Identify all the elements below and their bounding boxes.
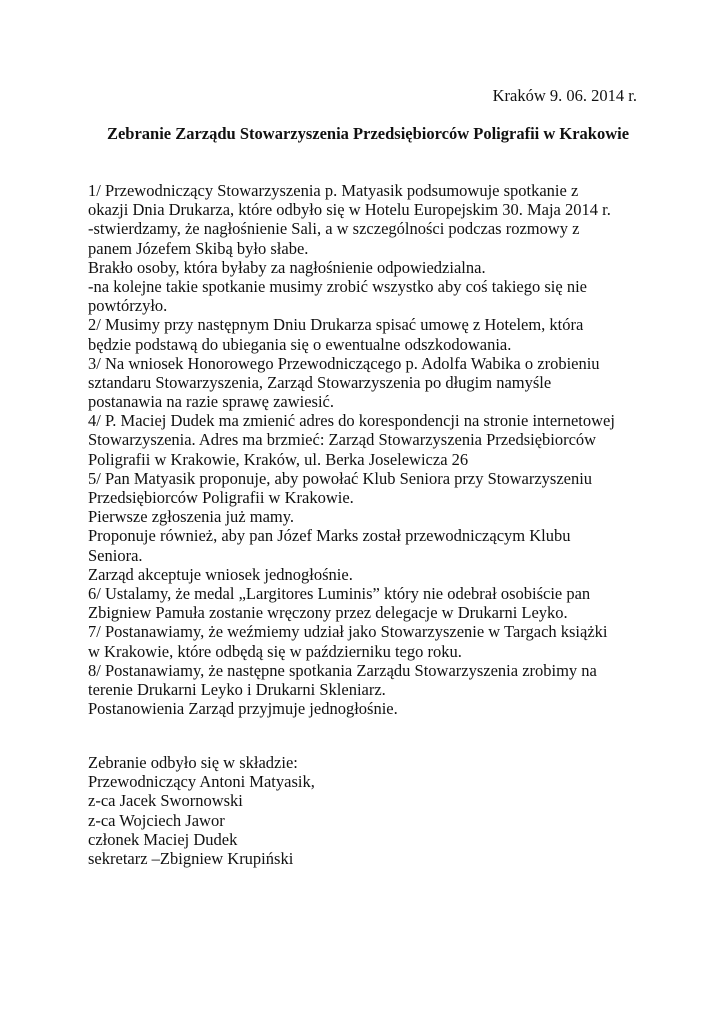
body-line: 8/ Postanawiamy, że następne spotkania Zarządu Stowarzyszenia zrobimy na xyxy=(88,660,597,680)
body-line: 2/ Musimy przy następnym Dniu Drukarza spisać umowę z Hotelem, która xyxy=(88,315,584,335)
body-line: Stowarzyszenia. Adres ma brzmieć: Zarząd Stowarzyszenia Przedsiębiorców xyxy=(88,430,597,450)
body-line: 3/ Na wniosek Honorowego Przewodniczącego p. Adolfa Wabika o zrobieniu xyxy=(88,353,600,373)
body-line: będzie podstawą do ubiegania się o ewentualne odszkodowania. xyxy=(88,334,512,354)
body-line: Zarząd akceptuje wniosek jednogłośnie. xyxy=(88,564,353,584)
body-line: 6/ Ustalamy, że medal „Largitores Luminis” który nie odebrał osobiście pan xyxy=(88,583,591,603)
body-line: Postanowienia Zarząd przyjmuje jednogłośnie. xyxy=(88,699,398,719)
body-line: okazji Dnia Drukarza, które odbyło się w Hotelu Europejskim 30. Maja 2014 r. xyxy=(88,200,611,220)
body-line: Przedsiębiorców Poligrafii w Krakowie. xyxy=(88,488,354,507)
member-line: z-ca Wojciech Jawor xyxy=(88,810,225,830)
body-line: Seniora. xyxy=(88,545,143,565)
member-line: sekretarz –Zbigniew Krupiński xyxy=(88,848,294,868)
body-line: powtórzyło. xyxy=(88,296,168,316)
body-line: Brakło osoby, która byłaby za nagłośnienie odpowiedzialna. xyxy=(88,257,486,277)
body-line: 4/ P. Maciej Dudek ma zmienić adres do korespondencji na stronie internetowej xyxy=(88,411,615,431)
member-line: członek Maciej Dudek xyxy=(88,829,238,849)
member-line: z-ca Jacek Swornowski xyxy=(88,791,243,811)
body-line: sztandaru Stowarzyszenia, Zarząd Stowarzyszenia po długim namyśle xyxy=(88,372,552,392)
body-line: 5/ Pan Matyasik proponuje, aby powołać Klub Seniora przy Stowarzyszeniu xyxy=(88,468,593,488)
body-line: Pierwsze zgłoszenia już mamy. xyxy=(88,507,295,527)
body-line: -stwierdzamy, że nagłośnienie Sali, a w szczególności podczas rozmowy z xyxy=(88,219,580,239)
minutes-body xyxy=(88,181,648,718)
body-line: Zbigniew Pamuła zostanie wręczony przez delegacje w Drukarni Leyko. xyxy=(88,603,568,623)
document-date: Kraków 9. 06. 2014 r. xyxy=(492,86,637,105)
body-line: panem Józefem Skibą było słabe. xyxy=(88,238,309,258)
body-line: Poligrafii w Krakowie, Kraków, ul. Berka Joselewicza 26 xyxy=(88,449,469,469)
members-heading: Zebranie odbyło się w składzie: xyxy=(88,753,298,772)
body-line: -na kolejne takie spotkanie musimy zrobić wszystko aby coś takiego się nie xyxy=(88,276,587,296)
body-line: postanawia na razie sprawę zawiesić. xyxy=(88,392,335,412)
member-line: Przewodniczący Antoni Matyasik, xyxy=(88,772,315,792)
body-line: Proponuje również, aby pan Józef Marks został przewodniczącym Klubu xyxy=(88,526,571,546)
body-line: terenie Drukarni Leyko i Drukarni Skleniarz. xyxy=(88,679,386,699)
body-line: 7/ Postanawiamy, że weźmiemy udział jako Stowarzyszenie w Targach książki xyxy=(88,622,608,642)
body-line: 1/ Przewodniczący Stowarzyszenia p. Matyasik podsumowuje spotkanie z xyxy=(88,181,579,200)
document-title: Zebranie Zarządu Stowarzyszenia Przedsiębiorców Poligrafii w Krakowie xyxy=(106,124,630,143)
body-line: w Krakowie, które odbędą się w październiku tego roku. xyxy=(88,641,462,661)
members-list xyxy=(88,753,648,868)
